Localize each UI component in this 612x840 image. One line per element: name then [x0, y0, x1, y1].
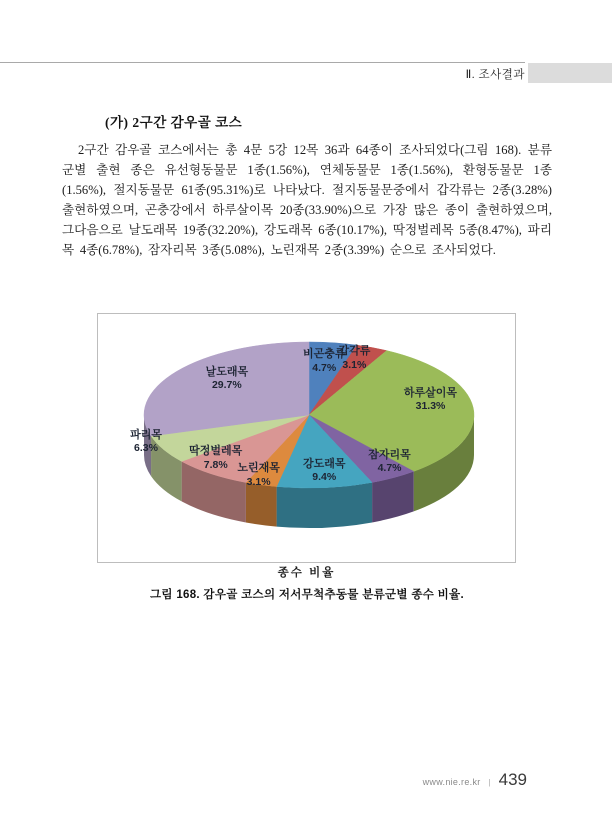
pie-label-name: 날도래목	[205, 366, 249, 379]
pie-label-2	[404, 386, 457, 414]
pie-label-5	[237, 461, 280, 489]
pie-label-percent: 4.7%	[312, 361, 337, 374]
section-label: Ⅱ. 조사결과	[465, 69, 525, 81]
pie-label-8	[206, 365, 249, 393]
pie-label-percent: 29.7%	[211, 379, 242, 392]
pie-label-percent: 6.3%	[134, 442, 158, 455]
page-title: (가) 2구간 감우골 코스	[105, 115, 243, 130]
pie-label-percent: 7.8%	[203, 458, 228, 471]
pie-label-name: 노린재목	[237, 462, 280, 475]
pie-label-7	[130, 428, 162, 456]
pie-label-percent: 3.1%	[246, 475, 271, 488]
chart-axis-title: 종수 비율	[277, 567, 336, 579]
header-rule	[0, 62, 525, 63]
page-number: 439	[498, 770, 527, 789]
section-tab	[528, 63, 612, 83]
pie-label-name: 잠자리목	[368, 449, 411, 462]
pie-label-4	[303, 457, 346, 485]
pie-label-percent: 9.4%	[312, 471, 337, 484]
pie-label-name: 강도래목	[302, 458, 346, 471]
pie-label-name: 파리목	[130, 429, 162, 441]
footer-separator: |	[488, 778, 491, 787]
chart-frame	[97, 313, 516, 563]
pie-label-name: 딱정벌레목	[189, 445, 243, 458]
pie-label-6	[189, 444, 242, 472]
figure-caption: 그림 168. 감우골 코스의 저서무척추동물 분류군별 종수 비율.	[150, 589, 464, 601]
pie-label-name: 비곤충류	[303, 348, 346, 361]
pie-label-name: 갑각류	[338, 345, 371, 358]
footer	[423, 770, 527, 790]
pie-side-4	[277, 482, 372, 528]
body-paragraph: 2구간 감우골 코스에서는 총 4문 5강 12목 36과 64종이 조사되었다(그림 168). 분류군별 출현 종은 유선형동물문 1종(1.56%), 연체동물문 1종(1.56%), 환형동물문 1종(1.56%), 절지동물문 61종(95.31%)로 나타났다. 절지동물문중에서 갑각류는 2종(3.28%) 출현하였으며, 곤충강에서 하루살이목 20종(33.90%)으로 가장 많은 종이 출현하였으며, 그다음으로 날도래목 19종(32.20%), 강도래목 6종(10.17%), 딱정벌레목 5종(8.47%), 파리목 4종(6.78%), 잠자리목 3종(5.08%), 노린재목 2종(3.39%) 순으로 조사되었다.	[62, 143, 552, 257]
pie-label-3	[368, 448, 411, 476]
pie-label-percent: 31.3%	[415, 400, 446, 413]
pie-label-1	[338, 344, 370, 372]
pie-label-name: 하루살이목	[403, 386, 458, 399]
pie-label-percent: 3.1%	[342, 358, 367, 371]
site-url: www.nie.re.kr	[422, 777, 481, 787]
pie-label-percent: 4.7%	[377, 462, 402, 475]
